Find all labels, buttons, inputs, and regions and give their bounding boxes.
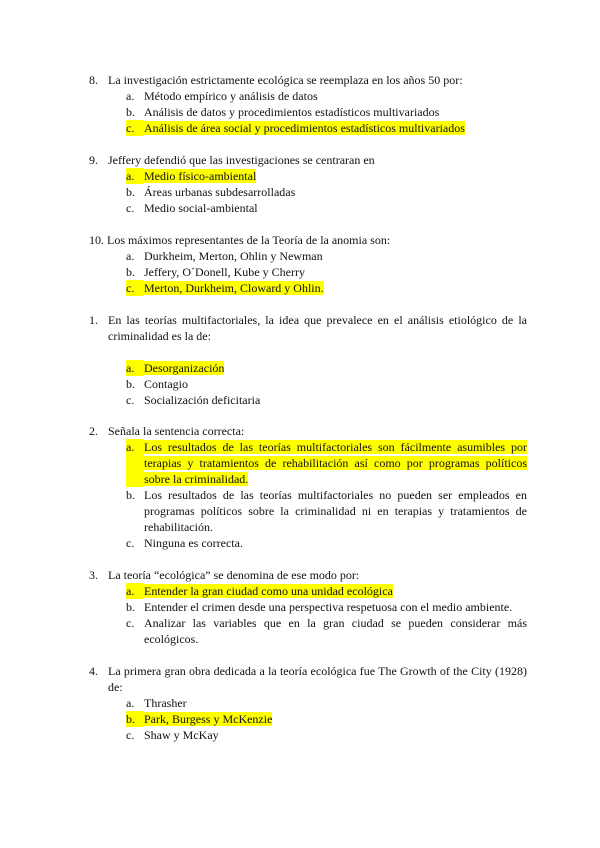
- option-text: Thrasher: [144, 696, 187, 710]
- option-c: [126, 727, 527, 743]
- option-c: [126, 392, 527, 408]
- question-1: [89, 312, 527, 408]
- option-text: Desorganización: [144, 361, 225, 375]
- option-letter: c.: [126, 280, 144, 296]
- question-number: 8.: [89, 73, 98, 87]
- option-text: Analizar las variables que en la gran ciudad se pueden considerar más ecológicos.: [144, 616, 527, 646]
- question-2: [89, 423, 527, 551]
- option-c: [126, 615, 527, 647]
- option-c: [126, 200, 527, 216]
- option-letter: c.: [126, 393, 135, 407]
- option-text: Park, Burgess y McKenzie: [144, 712, 273, 726]
- question-text: Los máximos representantes de la Teoría de la anomia son:: [107, 233, 391, 247]
- question-number: 3.: [89, 568, 98, 582]
- option-text: Análisis de datos y procedimientos estadísticos multivariados: [144, 105, 440, 119]
- options-list: [89, 360, 527, 408]
- option-a: [126, 88, 527, 104]
- question-number: 2.: [89, 424, 98, 438]
- option-letter: a.: [126, 696, 135, 710]
- option-c-highlighted: [126, 280, 527, 296]
- option-text: Método empírico y análisis de datos: [144, 89, 318, 103]
- option-text: Los resultados de las teorías multifactoriales no pueden ser empleados en programas políticos sobre la criminalidad ni en terapias y tratamientos de rehabilitación.: [144, 488, 527, 534]
- option-b: [126, 104, 527, 120]
- option-letter: c.: [126, 536, 135, 550]
- option-letter: a.: [126, 168, 144, 184]
- option-a: [126, 248, 527, 264]
- options-list: [89, 248, 527, 296]
- question-number: 9.: [89, 153, 98, 167]
- question-8: [89, 72, 527, 136]
- option-letter: c.: [126, 728, 135, 742]
- option-text: Los resultados de las teorías multifactoriales son fácilmente asumibles por terapias y tratamientos de rehabilitación así como por programas políticos sobre la criminalidad.: [144, 440, 527, 486]
- option-letter: c.: [126, 201, 135, 215]
- options-list: [89, 583, 527, 647]
- option-text: Análisis de área social y procedimientos estadísticos multivariados: [144, 121, 465, 135]
- option-text: Socialización deficitaria: [144, 393, 261, 407]
- option-b: [126, 184, 527, 200]
- option-text: Merton, Durkheim, Cloward y Ohlin.: [144, 281, 324, 295]
- option-a-highlighted: [126, 583, 527, 599]
- options-list: [89, 168, 527, 216]
- option-text: Durkheim, Merton, Ohlin y Newman: [144, 249, 323, 263]
- question-3: [89, 567, 527, 647]
- option-text: Jeffery, O´Donell, Kube y Cherry: [144, 265, 305, 279]
- option-letter: b.: [126, 377, 135, 391]
- option-c: [126, 535, 527, 551]
- question-text: En las teorías multifactoriales, la idea que prevalece en el análisis etiológico de la criminalidad es la de:: [108, 313, 527, 343]
- option-text: Ninguna es correcta.: [144, 536, 243, 550]
- option-letter: b.: [126, 185, 135, 199]
- question-number: 4.: [89, 664, 98, 678]
- question-number: 1.: [89, 313, 98, 327]
- option-b: [126, 487, 527, 535]
- option-c-highlighted: [126, 120, 527, 136]
- option-text: Shaw y McKay: [144, 728, 219, 742]
- option-letter: a.: [126, 360, 144, 376]
- option-text: Contagio: [144, 377, 188, 391]
- option-letter: b.: [126, 265, 135, 279]
- option-b: [126, 264, 527, 280]
- option-letter: b.: [126, 600, 135, 614]
- option-a: [126, 695, 527, 711]
- options-list: [89, 439, 527, 551]
- question-text: La primera gran obra dedicada a la teoría ecológica fue The Growth of the City (1928) de:: [108, 664, 527, 694]
- option-a-highlighted: [126, 360, 527, 376]
- option-letter: a.: [126, 249, 135, 263]
- question-9: [89, 152, 527, 216]
- option-a-highlighted: [126, 439, 527, 487]
- option-letter: b.: [126, 105, 135, 119]
- question-text: Jeffery defendió que las investigaciones se centraran en: [108, 153, 375, 167]
- option-text: Entender la gran ciudad como una unidad ecológica: [144, 584, 393, 598]
- options-list: [89, 88, 527, 136]
- option-text: Entender el crimen desde una perspectiva respetuosa con el medio ambiente.: [144, 600, 513, 614]
- option-b: [126, 599, 527, 615]
- question-text: Señala la sentencia correcta:: [108, 424, 245, 438]
- option-letter: c.: [126, 120, 144, 136]
- option-letter: c.: [126, 616, 135, 630]
- option-letter: b.: [126, 711, 144, 727]
- option-text: Áreas urbanas subdesarrolladas: [144, 185, 296, 199]
- options-list: [89, 695, 527, 743]
- question-text: La investigación estrictamente ecológica se reemplaza en los años 50 por:: [108, 73, 463, 87]
- option-text: Medio físico-ambiental: [144, 169, 257, 183]
- option-letter: a.: [126, 439, 144, 487]
- question-number: 10.: [89, 233, 104, 247]
- option-b-highlighted: [126, 711, 527, 727]
- question-4: [89, 663, 527, 743]
- option-letter: a.: [126, 583, 144, 599]
- option-b: [126, 376, 527, 392]
- question-text: La teoría “ecológica” se denomina de ese modo por:: [108, 568, 360, 582]
- option-letter: b.: [126, 488, 135, 502]
- option-a-highlighted: [126, 168, 527, 184]
- question-10: [89, 232, 527, 296]
- option-text: Medio social-ambiental: [144, 201, 258, 215]
- option-letter: a.: [126, 89, 135, 103]
